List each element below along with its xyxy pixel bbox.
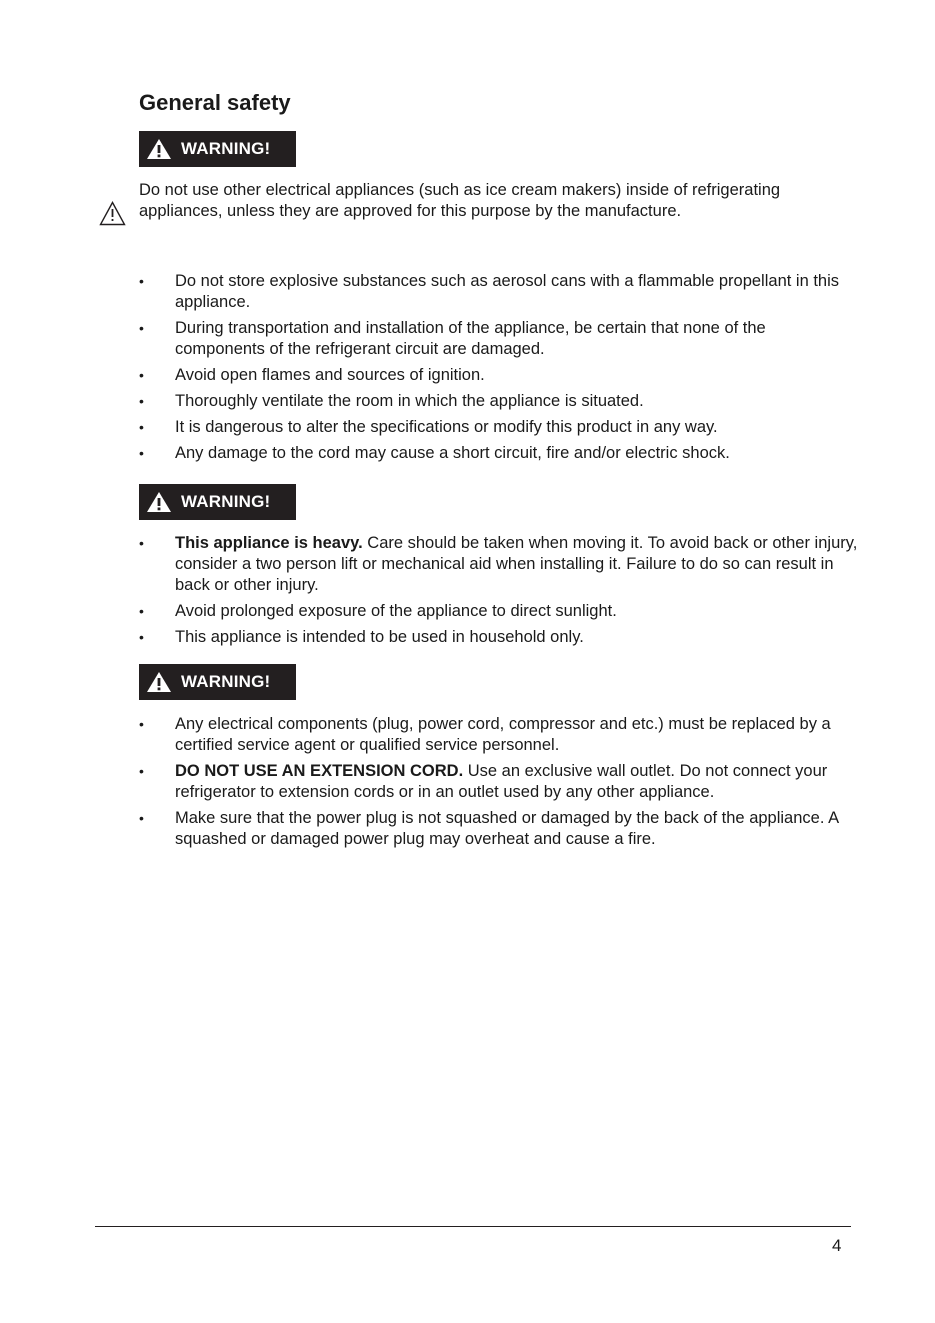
list-item [139,391,859,412]
list-item [139,365,859,386]
list-item [139,808,859,850]
intro-paragraph: Do not use other electrical appliances (such as ice cream makers) inside of refrigerating appliances, unless they are approved for this purpose by the manufacture. [139,181,781,220]
warning-label: WARNING! [181,492,271,511]
safety-list-1 [139,271,859,469]
safety-list-3 [139,714,859,855]
warning-banner [139,131,296,167]
warning-label: WARNING! [181,672,271,691]
list-item [139,443,859,464]
item-text: Thoroughly ventilate the room in which the appliance is situated. [175,392,644,410]
item-text: Any damage to the cord may cause a short circuit, fire and/or electric shock. [175,444,730,462]
emphasis-text: DO NOT USE AN EXTENSION CORD. [175,762,464,780]
list-item [139,714,859,756]
page-number: 4 [832,1236,842,1255]
item-text: Do not store explosive substances such as aerosol cans with a flammable propellant in this appliance. [175,272,840,311]
item-text: Make sure that the power plug is not squashed or damaged by the back of the appliance. A squashed or damaged power plug may overheat and cause a fire. [175,809,839,848]
item-text: Avoid open flames and sources of ignition. [175,366,485,384]
item-text: It is dangerous to alter the specifications or modify this product in any way. [175,418,718,436]
warning-banner [139,484,296,520]
list-item [139,318,859,360]
caution-triangle-icon [99,201,126,226]
safety-list-2 [139,533,859,653]
item-text: Care should be taken when moving it. To avoid back or other injury, consider a two person lift or mechanical aid when installing it. Failure to do so can result in back or other injury. [175,534,858,594]
warning-triangle-icon [146,138,172,160]
warning-triangle-icon [146,491,172,513]
list-item [139,417,859,438]
emphasis-text: This appliance is heavy. [175,534,363,552]
list-item [139,761,859,803]
list-item [139,533,859,596]
warning-banner [139,664,296,700]
item-text: Avoid prolonged exposure of the appliance to direct sunlight. [175,602,617,620]
warning-triangle-icon [146,671,172,693]
list-item [139,627,859,648]
item-text: Any electrical components (plug, power cord, compressor and etc.) must be replaced by a certified service agent or qualified service personnel. [175,715,831,754]
warning-label: WARNING! [181,139,271,158]
item-text: This appliance is intended to be used in household only. [175,628,584,646]
section-title: General safety [139,90,291,115]
footer-divider [95,1226,851,1227]
list-item [139,271,859,313]
list-item [139,601,859,622]
item-text: Use an exclusive wall outlet. Do not connect your refrigerator to extension cords or in an outlet used by any other appliance. [175,762,828,801]
item-text: During transportation and installation of the appliance, be certain that none of the components of the refrigerant circuit are damaged. [175,319,766,358]
